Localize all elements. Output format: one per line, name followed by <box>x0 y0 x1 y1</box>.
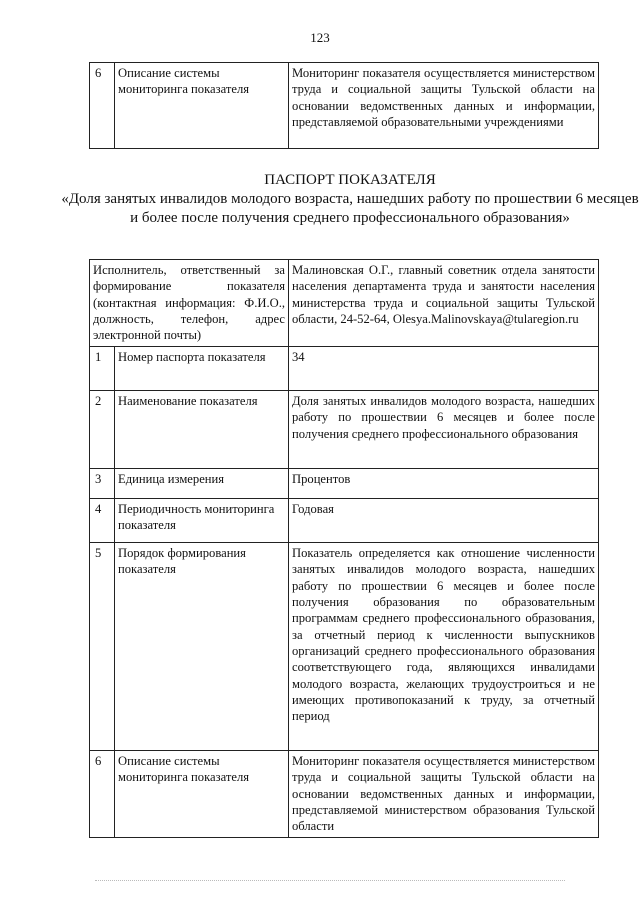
scan-artifact <box>95 880 565 884</box>
passport-heading <box>60 171 640 227</box>
table-row <box>90 542 599 750</box>
row-number: 3 <box>90 468 115 498</box>
table-row <box>90 390 599 468</box>
top-table <box>89 62 599 149</box>
responsible-value: Малиновская О.Г., главный советник отдела занятости населения департамента труда и занятости населения министерства труда и социальной защиты Тульской области, 24-52-64, Olesya.Malinovskaya@tularegion.ru <box>289 260 599 347</box>
row-number: 5 <box>90 542 115 750</box>
row-label: Номер паспорта показателя <box>115 346 289 390</box>
row-label: Периодичность мониторинга показателя <box>115 498 289 542</box>
row-value: Процентов <box>289 468 599 498</box>
row-value: Мониторинг показателя осуществляется министерством труда и социальной защиты Тульской области на основании ведомственных данных и информации, представляемой министерством образования Тульской области <box>289 750 599 837</box>
row-value: Годовая <box>289 498 599 542</box>
row-label: Наименование показателя <box>115 390 289 468</box>
row-number: 4 <box>90 498 115 542</box>
responsible-label: Исполнитель, ответственный за формирование показателя (контактная информация: Ф.И.О., должность, телефон, адрес электронной почты) <box>90 260 289 347</box>
row-value: Показатель определяется как отношение численности занятых инвалидов молодого возраста, нашедших работу по прошествии 6 месяцев и более после получения образования по образовательным программам среднего профессионального образования, за отчетный период к численности выпускников организаций среднего профессионального образования соответствующего года, являющихся инвалидами молодого возраста, желающих трудоустроиться и не имеющих противопоказаний к труду, за отчетный период <box>289 542 599 750</box>
row-number: 2 <box>90 390 115 468</box>
row-value: 34 <box>289 346 599 390</box>
table-row <box>90 498 599 542</box>
passport-subtitle: «Доля занятых инвалидов молодого возраста, нашедших работу по прошествии 6 месяцев и более после получения среднего профессионального образования» <box>61 190 639 226</box>
row-number: 6 <box>90 750 115 837</box>
row-number: 1 <box>90 346 115 390</box>
row-label: Описание системы мониторинга показателя <box>115 750 289 837</box>
row-label: Порядок формирования показателя <box>115 542 289 750</box>
passport-table <box>89 259 599 838</box>
table-row-header <box>90 260 599 347</box>
page-number: 123 <box>310 30 330 45</box>
table-row <box>90 750 599 837</box>
row-value: Мониторинг показателя осуществляется министерством труда и социальной защиты Тульской области на основании ведомственных данных и информации, представляемой образовательными учреждениями <box>289 63 599 149</box>
row-value: Доля занятых инвалидов молодого возраста, нашедших работу по прошествии 6 месяцев и более после получения среднего профессионального образования <box>289 390 599 468</box>
passport-title: ПАСПОРТ ПОКАЗАТЕЛЯ <box>264 172 436 188</box>
row-label: Единица измерения <box>115 468 289 498</box>
row-label: Описание системы мониторинга показателя <box>115 63 289 149</box>
table-row <box>90 346 599 390</box>
table-row <box>90 468 599 498</box>
table-row <box>90 63 599 149</box>
row-number: 6 <box>90 63 115 149</box>
